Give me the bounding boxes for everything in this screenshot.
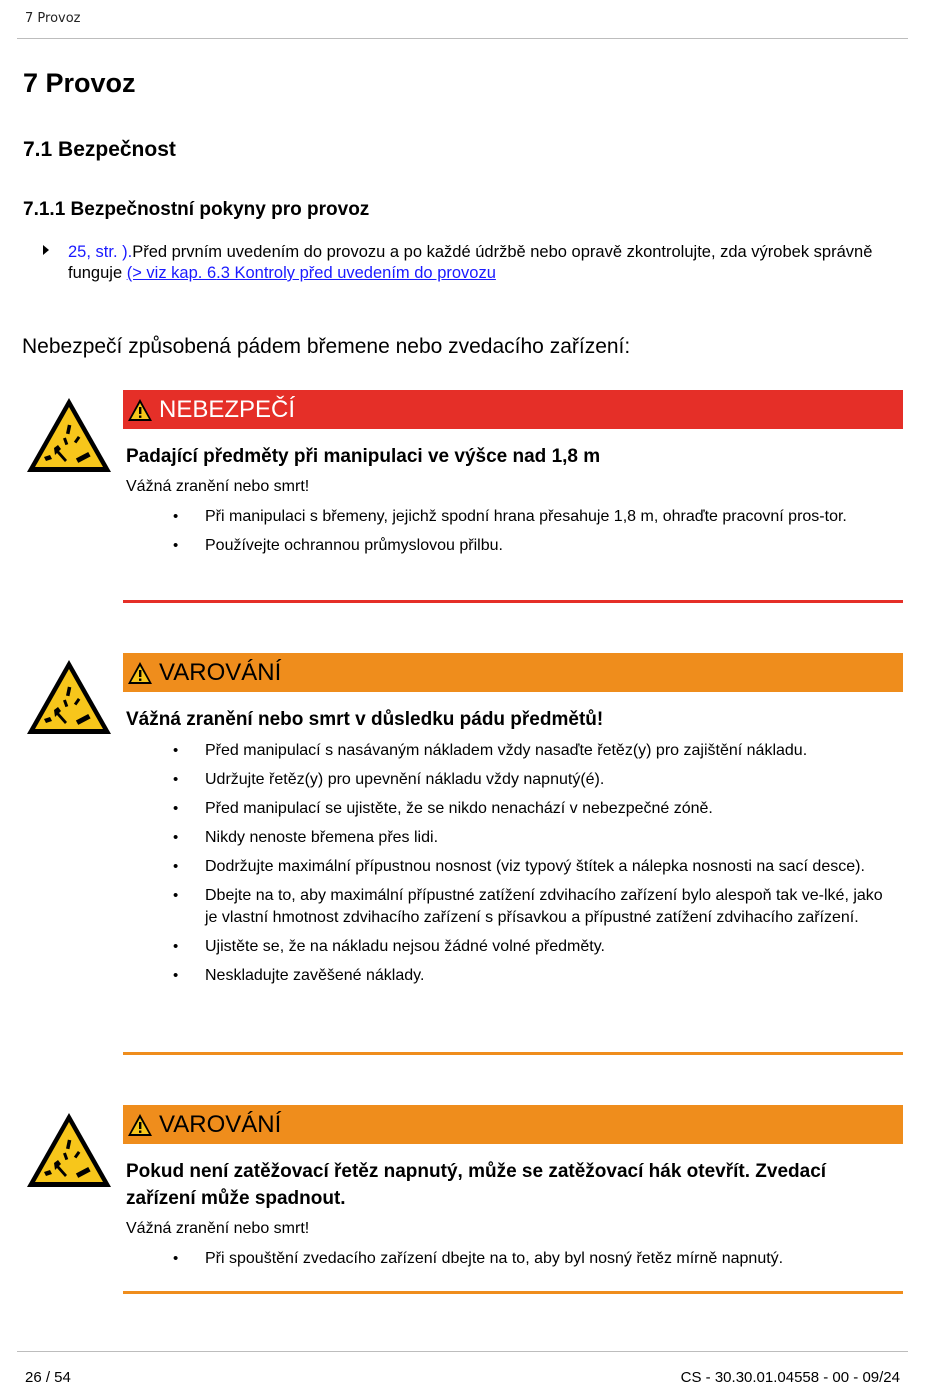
document-id: CS - 30.30.01.04558 - 00 - 09/24 [680, 1369, 900, 1386]
step-instruction-text: Před prvním uvedením do provozu a po každé údržbě nebo opravě zkontrolujte, zda výrobek správně funguje [68, 243, 873, 282]
section-title: 7.1 Bezpečnost [23, 138, 176, 161]
warning-banner [123, 1105, 903, 1144]
cross-reference-link[interactable]: 25, str. ). [68, 243, 133, 261]
warning-triangle-icon [127, 1113, 153, 1137]
falling-objects-warning-sign-icon [24, 657, 114, 737]
list-item: • Neskladujte zavěšené náklady. [126, 965, 896, 987]
list-item: • Udržujte řetěz(y) pro upevnění nákladu vždy napnutý(é). [126, 769, 896, 791]
hazard-consequence: Vážná zranění nebo smrt! [126, 478, 310, 495]
measures-list [126, 506, 896, 564]
signal-word: VAROVÁNÍ [159, 1110, 282, 1138]
hazard-consequence: Vážná zranění nebo smrt! [126, 1220, 310, 1237]
notice-end-line [123, 600, 903, 603]
danger-banner [123, 390, 903, 429]
list-item: • Ujistěte se, že na nákladu nejsou žádné volné předměty. [126, 936, 896, 958]
measures-list [126, 740, 896, 994]
warning-banner [123, 653, 903, 692]
hazard-heading: Nebezpečí způsobená pádem břemene nebo zvedacího zařízení: [22, 335, 631, 358]
signal-word: VAROVÁNÍ [159, 658, 282, 686]
list-item: • Při spouštění zvedacího zařízení dbejte na to, aby byl nosný řetěz mírně napnutý. [126, 1248, 896, 1270]
warning-triangle-icon [127, 398, 153, 422]
header-rule [17, 38, 908, 39]
hazard-title: Vážná zranění nebo smrt v důsledku pádu předmětů! [126, 709, 604, 730]
warning-triangle-icon [127, 661, 153, 685]
list-item: • Dbejte na to, aby maximální přípustné zatížení zdvihacího zařízení bylo alespoň tak ve-lké, jako je vlastní hmotnost zdvihacího zařízení s přísavkou a přípustné zatížení zdvihacího zařízení. [126, 885, 896, 928]
step-arrow-icon [43, 245, 49, 255]
notice-end-line [123, 1291, 903, 1294]
list-item: • Před manipulací s nasávaným nákladem vždy nasaďte řetěz(y) pro zajištění nákladu. [126, 740, 896, 762]
falling-objects-warning-sign-icon [24, 1110, 114, 1190]
signal-word: NEBEZPEČÍ [159, 395, 296, 423]
list-item: • Nikdy nenoste břemena přes lidi. [126, 827, 896, 849]
measures-list [126, 1248, 896, 1277]
step-instruction [68, 242, 888, 284]
hazard-title: Pokud není zatěžovací řetěz napnutý, může se zatěžovací hák otevřít. Zvedací zařízení může spadnout. [126, 1161, 827, 1209]
hazard-title: Padající předměty při manipulaci ve výšce nad 1,8 m [126, 446, 601, 467]
footer-rule [17, 1351, 908, 1352]
list-item: • Používejte ochrannou průmyslovou přilbu. [126, 535, 896, 557]
list-item: • Při manipulaci s břemeny, jejichž spodní hrana přesahuje 1,8 m, ohraďte pracovní pros-tor. [126, 506, 896, 528]
chapter-6-link[interactable]: (> viz kap. 6.3 Kontroly před uvedením do provozu [126, 264, 496, 282]
list-item: • Dodržujte maximální přípustnou nosnost (viz typový štítek a nálepka nosnosti na sací desce). [126, 856, 896, 878]
falling-objects-warning-sign-icon [24, 395, 114, 475]
page-number: 26 / 54 [25, 1369, 71, 1386]
subsection-title: 7.1.1 Bezpečnostní pokyny pro provoz [23, 199, 370, 220]
chapter-title: 7 Provoz [23, 68, 136, 98]
notice-end-line [123, 1052, 903, 1055]
running-header: 7 Provoz [25, 11, 81, 26]
list-item: • Před manipulací se ujistěte, že se nikdo nenachází v nebezpečné zóně. [126, 798, 896, 820]
